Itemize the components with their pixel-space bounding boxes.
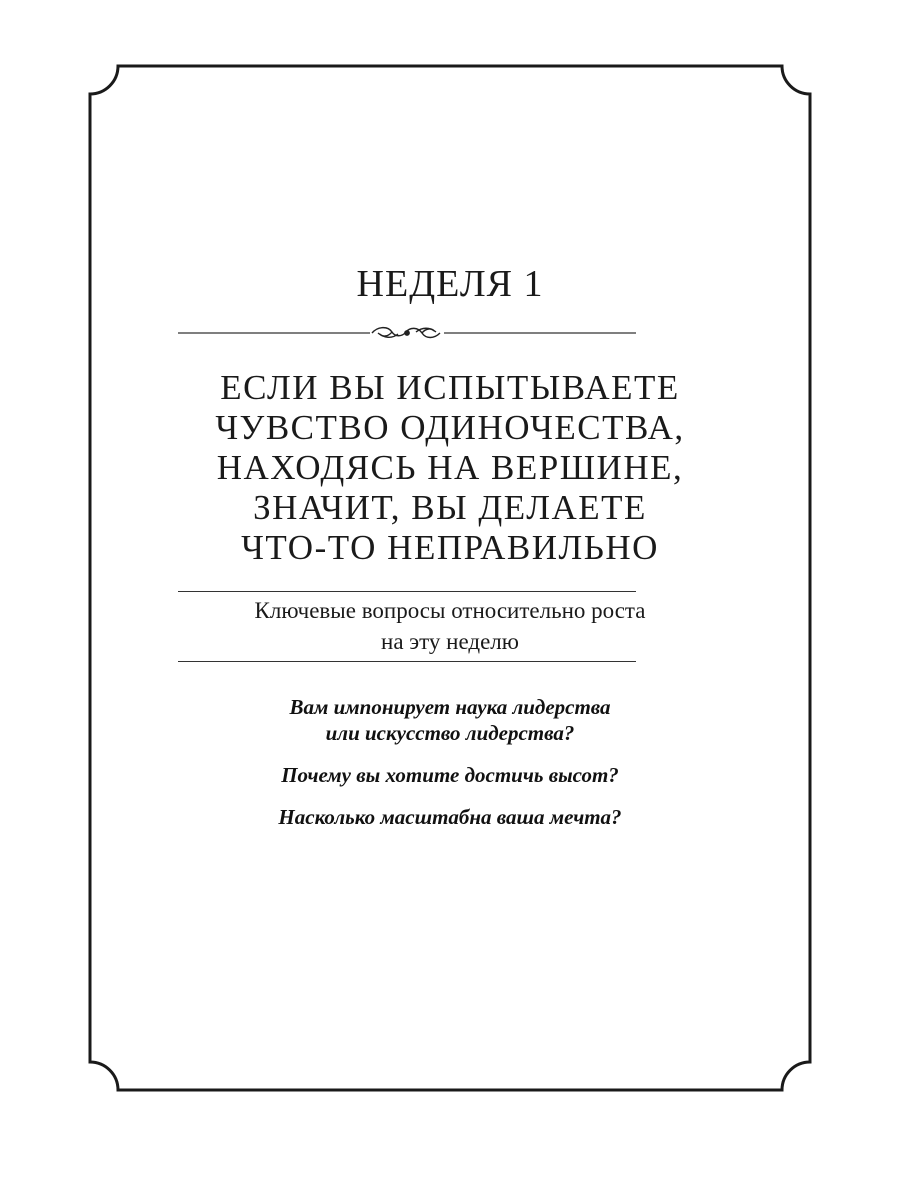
- week-title: НЕДЕЛЯ 1: [356, 263, 544, 305]
- chapter-title-line: ЗНАЧИТ, ВЫ ДЕЛАЕТЕ: [253, 488, 647, 527]
- subtitle: [0, 595, 900, 657]
- subtitle-line: на эту неделю: [381, 629, 519, 654]
- ornament-divider: [178, 318, 636, 348]
- question-item: [0, 694, 900, 746]
- chapter-title-line: ЧТО-ТО НЕПРАВИЛЬНО: [241, 528, 659, 567]
- question-item: [0, 804, 900, 830]
- chapter-title-line: НАХОДЯСЬ НА ВЕРШИНЕ,: [216, 448, 684, 487]
- question-line: Вам импонирует наука лидерства: [289, 695, 611, 719]
- chapter-title-line: ЧУВСТВО ОДИНОЧЕСТВА,: [215, 408, 685, 447]
- subtitle-rule-bottom: [178, 661, 636, 662]
- subtitle-line: Ключевые вопросы относительно роста: [254, 598, 646, 623]
- question-item: [0, 762, 900, 788]
- questions-list: [0, 694, 900, 846]
- flourish-icon: [372, 328, 440, 338]
- chapter-title-line: ЕСЛИ ВЫ ИСПЫТЫВАЕТЕ: [220, 368, 680, 407]
- question-line: Почему вы хотите достичь высот?: [281, 763, 619, 787]
- question-line: или искусство лидерства?: [325, 721, 575, 745]
- question-line: Насколько масштабна ваша мечта?: [278, 805, 622, 829]
- subtitle-rule-top: [178, 591, 636, 592]
- chapter-title: [0, 368, 900, 568]
